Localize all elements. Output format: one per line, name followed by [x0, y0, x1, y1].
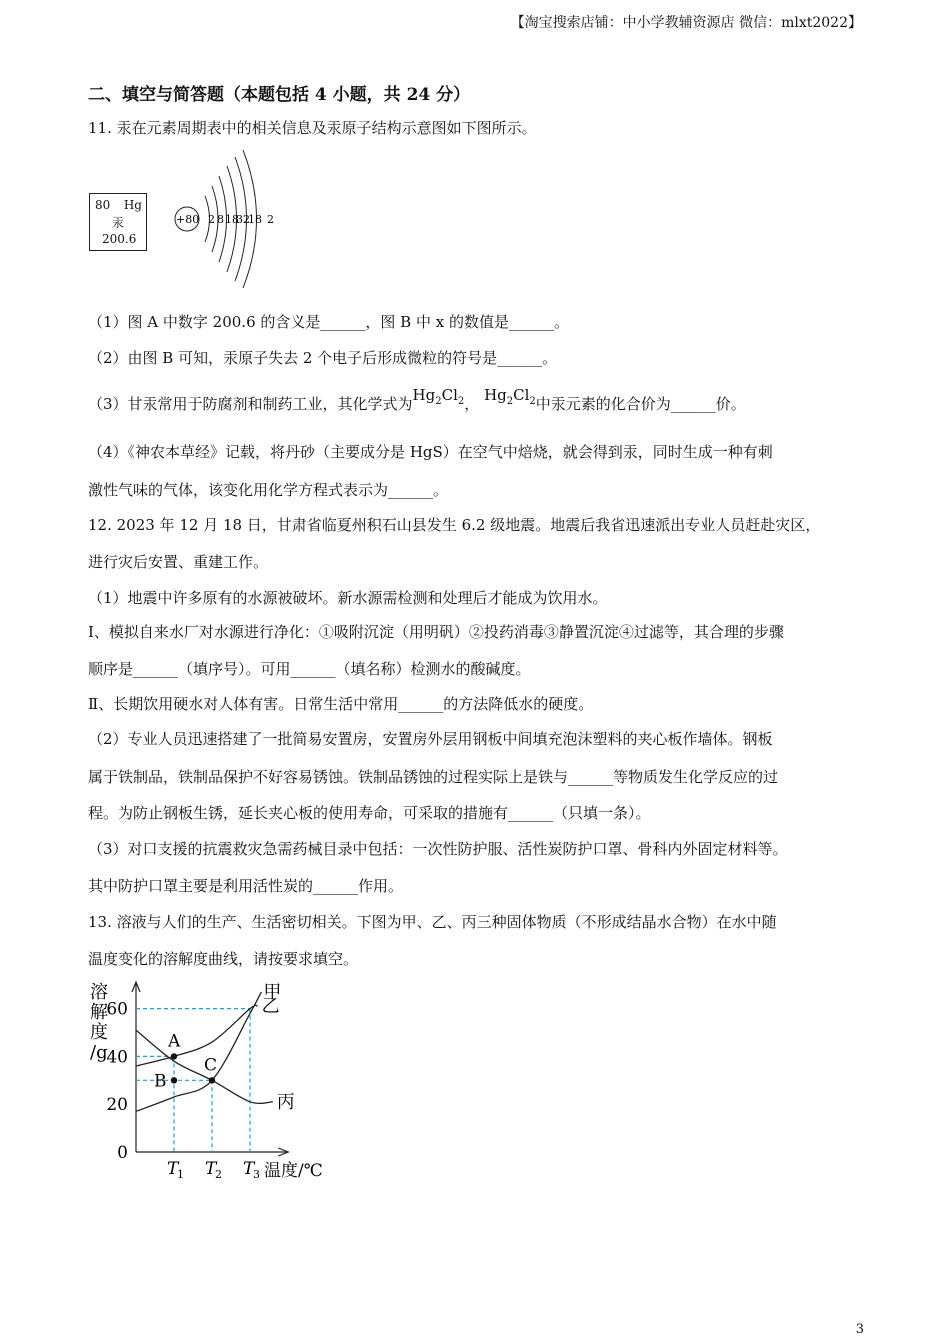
y-axis-label-3: /g: [90, 1042, 108, 1063]
page-header: 【淘宝搜索店铺：中小学教辅资源店 微信：mlxt2022】: [510, 15, 862, 31]
q12-line-6: Ⅱ、长期饮用硬水对人体有害。日常生活中常用______的方法降低水的硬度。: [88, 695, 594, 713]
periodic-table-cell: [89, 193, 147, 251]
shell-electrons-6: 2: [267, 213, 274, 226]
shell-electrons-5: 18: [248, 213, 262, 226]
q11-part-2: （2）由图 B 可知，汞原子失去 2 个电子后形成微粒的符号是______。: [88, 349, 558, 367]
series-yi-label: 乙: [261, 996, 280, 1018]
point-c: [209, 1077, 215, 1083]
x-tick-sub-1: 1: [177, 1168, 184, 1181]
nucleus-charge: +80: [176, 213, 200, 226]
q12-line-8: 属于铁制品，铁制品保护不好容易锈蚀。铁制品锈蚀的过程实际上是铁与______等物质发生化学反应的过: [88, 768, 779, 786]
x-tick-t3: T: [243, 1159, 255, 1179]
q12-line-10: （3）对口支援的抗震救灾急需药械目录中包括：一次性防护服、活性炭防护口罩、骨科内外固定材料等。: [88, 840, 788, 858]
element-symbol: Hg: [123, 198, 142, 212]
shell-electrons-3: 18: [225, 213, 239, 226]
q11-part-4-line-2: 激性气味的气体，该变化用化学方程式表示为______。: [88, 481, 449, 499]
element-name: 汞: [112, 216, 125, 230]
y-tick-60: 60: [106, 999, 128, 1020]
atomic-mass: 200.6: [102, 232, 137, 246]
calomel-formula-2: $Hg_2Cl_2$: [484, 386, 536, 407]
y-axis-label-1: 解: [90, 1002, 108, 1023]
q12-line-7: （2）专业人员迅速搭建了一批简易安置房，安置房外层用钢板中间填充泡沫塑料的夹心板作墙体。钢板: [88, 730, 773, 748]
shell-electrons-4: 32: [236, 213, 250, 226]
q12-line-5: 顺序是______（填序号）。可用______（填名称）检测水的酸碱度。: [88, 660, 531, 678]
q11-part-1: （1）图 A 中数字 200.6 的含义是______，图 B 中 x 的数值是______。: [88, 313, 569, 331]
y-tick-0: 0: [117, 1143, 128, 1163]
series-jia-label: 甲: [263, 981, 282, 1003]
series-yi-curve: [136, 1005, 258, 1066]
point-label-b: B: [154, 1071, 167, 1092]
section-title: 二、填空与简答题（本题包括 4 小题，共 24 分）: [88, 85, 471, 105]
shell-electrons-1: 2: [208, 213, 215, 226]
series-jia-curve: [136, 992, 261, 1112]
point-label-a: A: [168, 1031, 181, 1052]
q12-line-9: 程。为防止钢板生锈，延长夹心板的使用寿命，可采取的措施有______（只填一条）。: [88, 804, 651, 822]
point-b: [171, 1077, 177, 1083]
x-tick-t1: T: [167, 1159, 179, 1179]
y-tick-40: 40: [106, 1047, 128, 1068]
x-axis-label: 温度/℃: [264, 1161, 323, 1181]
q13-line-1: 13. 溶液与人们的生产、生活密切相关。下图为甲、乙、丙三种固体物质（不形成结晶水合物）在水中随: [88, 913, 777, 931]
solubility-chart: [80, 976, 370, 1186]
series-bing-label: 丙: [276, 1091, 295, 1113]
q11-part-3-sep: ，: [464, 395, 480, 413]
y-axis-label-0: 溶: [90, 982, 108, 1003]
q11-part-3: [88, 386, 746, 421]
atom-structure-diagram: [172, 148, 282, 296]
x-tick-t2: T: [205, 1159, 217, 1179]
x-tick-sub-3: 3: [253, 1168, 260, 1181]
y-axis-label-2: 度: [90, 1022, 108, 1043]
q13-line-2: 温度变化的溶解度曲线，请按要求填空。: [88, 950, 359, 968]
q11-part-3-text-a: （3）甘汞常用于防腐剂和制药工业，其化学式为: [88, 395, 413, 413]
q11-part-3-text-b: 中汞元素的化合价为______价。: [535, 395, 746, 413]
x-tick-sub-2: 2: [215, 1168, 222, 1181]
q11-part-4-line-1: （4）《神农本草经》记载，将丹砂（主要成分是 HgS）在空气中焙烧，就会得到汞，同时生成一种有刺: [88, 443, 773, 461]
q12-line-4: Ⅰ、模拟自来水厂对水源进行净化：①吸附沉淀（用明矾）②投药消毒③静置沉淀④过滤等，其合理的步骤: [88, 623, 784, 641]
shell-electrons-2: 8: [217, 213, 224, 226]
q12-line-3: （1）地震中许多原有的水源被破坏。新水源需检测和处理后才能成为饮用水。: [88, 589, 608, 607]
q12-line-2: 进行灾后安置、重建工作。: [88, 553, 269, 571]
q12-line-1: 12. 2023 年 12 月 18 日，甘肃省临夏州积石山县发生 6.2 级地震。地震后我省迅速派出专业人员赶赴灾区，: [88, 516, 821, 534]
point-label-c: C: [204, 1055, 218, 1076]
page-number: 3: [855, 1322, 864, 1337]
y-tick-20: 20: [106, 1095, 128, 1116]
q12-line-11: 其中防护口罩主要是利用活性炭的______作用。: [88, 877, 404, 895]
point-a: [171, 1053, 177, 1059]
calomel-formula-1: $Hg_2Cl_2$: [412, 386, 465, 407]
atomic-number: 80: [95, 198, 111, 212]
question-11-stem: 11. 汞在元素周期表中的相关信息及汞原子结构示意图如下图所示。: [88, 119, 537, 137]
